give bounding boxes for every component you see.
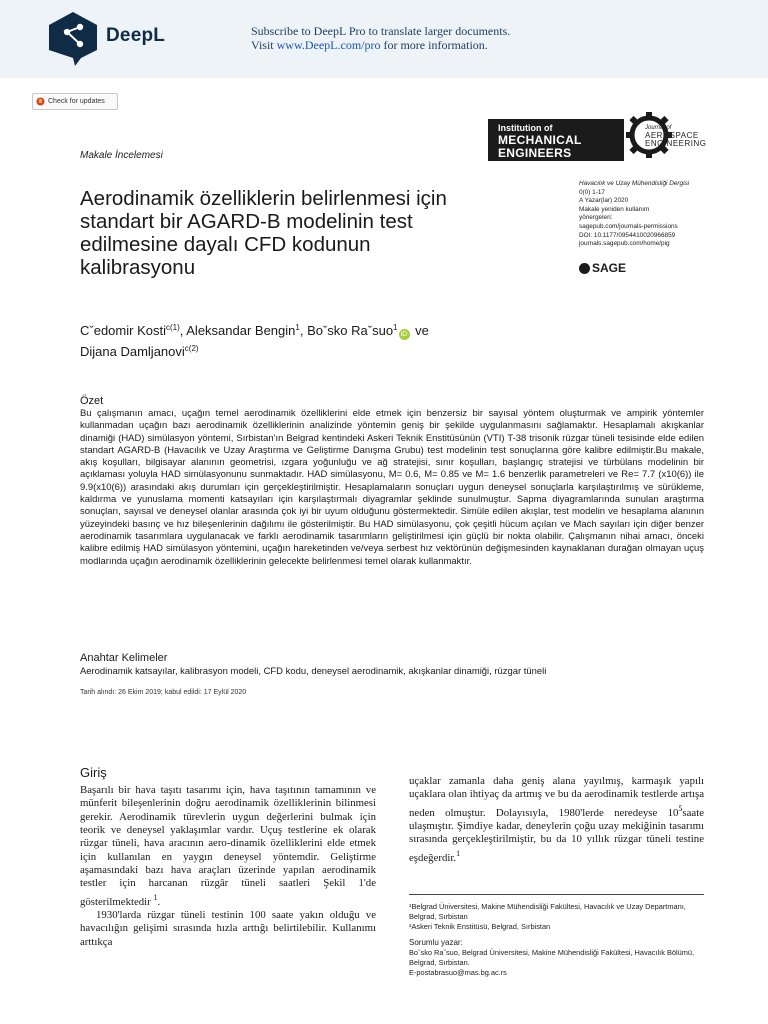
check-updates-icon [36,97,45,106]
affiliation-1: ¹Belgrad Üniversitesi, Makine Mühendisliği Fakültesi, Havacılık ve Uzay Departmanı, Belgrad, Sırbistan [409,902,686,921]
orcid-icon[interactable]: iD [399,329,410,340]
keywords-list: Aerodinamik katsayılar, kalibrasyon modeli, CFD kodu, deneysel aerodinamik, akışkanlar dinamiği, rüzgar tüneli [80,666,547,677]
author-1: Cˇedomir Kosti [80,323,166,338]
issue: 0(0) 1-17 [579,188,605,196]
permissions-link[interactable]: sagepub.com/journals-permissions [579,222,678,230]
banner-line-2-suffix: for more information. [380,38,488,52]
imeche-line-1: Institution of [498,123,553,133]
footnotes [409,902,705,978]
corresponding-email[interactable]: E-postabrasuo@mas.bg.ac.rs [409,968,507,977]
banner-line-2 [251,38,510,52]
sage-circle-icon [579,263,590,274]
author-3: , Boˇsko Raˇsuo [299,323,394,338]
author-2-affil: 1 [295,323,300,332]
corresponding-author: Boˇsko Raˇsuo, Belgrad Üniversitesi, Makine Mühendisliği Fakültesi, Havacılık Bölümü, Belgrad, Sırbistan. [409,948,695,967]
intro-paragraph-3 [409,775,704,865]
sage-logo [579,261,626,275]
keywords-heading: Anahtar Kelimeler [80,652,168,664]
deepl-brand: DeepL [106,25,166,46]
intro-paragraph-3-text-a: uçaklar zamanla daha geniş alana yayılmış, karmaşık yapılı uçaklara olan ihtiyaç da artmış ve bu da aerodinamik testlerde artışa neden olmuştur. Dolayısıyla, 1980'lerde neredeyse 10 [409,775,704,819]
banner-line-2-prefix: Visit [251,38,277,52]
imeche-line-3: ENGINEERS [498,146,572,160]
banner-line-1: Subscribe to DeepL Pro to translate larger documents. [251,24,511,38]
check-for-updates-button[interactable] [32,93,118,110]
imeche-line-2: MECHANICAL [498,133,582,147]
intro-paragraph-1-text: Başarılı bir hava taşıtı tasarımı için, hava taşıtının tamamının ve münferit bileşenlerinin doğru aerodinamik özelliklerinin bilinmesi gerekir. Aerodinamik türevlerin uygun değerlerini bulmak için teorik ve deneysel yaklaşımlar vardır. Uçuş testlerine ek olarak rüzgar tüneli, hava aracının aero-dinamik özelliklerini elde etmek için kullanılan en yaygın deneysel yöntemdir. Geliştirme aşamasındaki bazı hava araçları üzerinde yapılan aerodinamik testler için harcanan rüzgâr tüneli saatleri Şekil 1'de gösterilmektedir [80,784,376,908]
aerospace-journal-logo [645,124,707,148]
author-2: , Aleksandar Bengin [179,323,296,338]
author-4-affil: c(2) [184,344,199,353]
journal-name: Havacılık ve Uzay Mühendisliği Dergisi [579,180,690,187]
author-4: Dijana Damljanovi [80,344,185,359]
abstract-body: Bu çalışmanın amacı, uçağın temel aerodinamik özelliklerini elde etmek için benzersiz bir sayısal yöntem oluşturmak ve ampirik yöntemler kullanmadan uçağın bazı aerodinamik özelliklerinin analizinde yöntemin geniş bir şekilde uygulanmasını sağlamaktır. Hesaplamalı akışkanlar dinamiği (HAD) simülasyon yöntemi, Sırbistan'ın Belgrad kentindeki Askeri Teknik Enstitüsünün (VTI) T-38 trisonik rüzgar tüneli tesisinde elde edilen standart AGARD-B (Havacılık ve Uzay Araştırma ve Geliştirme Danışma Grubu) test modelinin test sonuçlarına göre kalibre edilmiştir.Bu makale, akış koşulları, bilgisayar alanının geometrisi, ızgara yoğunluğu ve ağ stratejisi, sınır koşulları, başlangıç stratejisi ve türbülans modelinin bir açıklaması yoluyla HAD simülasyonunu sunmaktadır. HAD simülasyonu, M= 0.6, M= 0.85 ve M= 1.6 benzerlik parametreleri ve Re= 7.7 (x10(6)) ile 9.9(x10(6)) arasındaki akış durumları için gerçekleştirilmiştir. Hesaplamaların sonuçları uygun deneysel sonuçlarla karşılaştırılmış ve sürükleme, kaldırma ve yunuslama momenti katsayıları için karşılaştırmalı diyagramlar şeklinde sunulmuştur. Sapma diyagramlarında sunulan araştırma sonuçları, sayısal ve deneysel olanlar arasında çok iyi bir uyum olduğunu göstermektedir. Simüle edilen akışlar, test modelin ve hesaplama alanının yüzeyindeki basınç ve hız bileşenlerinin dağılımı ile gösterilmiştir. Bu HAD simülasyonu, çok çeşitli hücum açıları ve Mach sayıları için diğer benzer aerodinamik tasarımlara uygulanacak ve farklı aerodinamik tasarımların geliştirilmesi için güçlü bir nokta olabilir. Çalışmanın nihai amacı, önceki kalibre edilmiş HAD simülasyon yöntemini, uçağın hareketinden ve/veya serbest hız vektörünün değişmesinden kaynaklanan durağan olmayan uçuş modlarında uçağın aerodinamik özelliklerinin gelecekte belirlenmesi temel olarak kullanmaktır. [80,408,704,567]
aero-line-3: ENGINEERING [645,139,707,148]
exponent: 5 [678,803,683,813]
banner-message [251,24,510,52]
imeche-logo [488,119,624,161]
article-meta [579,180,739,249]
intro-paragraph-3-text-b: saate ulaşmıştır. Şimdiye kadar, deneylerin çoğu uzay mekiğinin tasarımı sırasında gerçekleştirilmiştir, bu da 10 yıllık rüzgar tüneli testine eşdeğerdir. [409,806,704,864]
author-list [80,319,520,360]
deepl-pro-link[interactable]: www.DeepL.com/pro [276,38,381,52]
citation-ref[interactable]: 1 [153,892,158,902]
author-conjunction: ve [411,323,429,338]
intro-paragraph-1: Başarılı bir hava taşıtı tasarımı için, hava taşıtının tamamının ve münferit bileşenlerinin doğru aerodinamik özelliklerinin bilinmesi gerekir. Aerodinamik türevlerin uygun değerlerini bulmak için teorik ve deneysel yaklaşımlar vardır. Uçuş testlerine ek olarak rüzgar tüneli, hava aracının aero-dinamik özelliklerini elde etmek için kullanılan en yaygın deneysel yöntemdir. Geliştirme aşamasındaki bazı hava araçları üzerinde yapılan aerodinamik testler için harcanan rüzgâr tüneli saatleri Şekil 1'de gösterilmektedir $^1$. [80,784,376,908]
citation-ref[interactable]: 1 [456,848,461,858]
introduction-heading: Giriş [80,765,107,780]
affiliation-2: ²Askeri Teknik Enstitüsü, Belgrad, Sırbistan [409,922,551,931]
footnote-divider [409,894,704,895]
intro-paragraph-2: 1930'larda rüzgar tüneli testinin 100 saate yakın olduğu ve havacılığın gelişimi sırasında hızla arttığı belirtilebilir. Kullanımı arttıkça [80,909,376,948]
abstract-heading: Özet [80,395,104,407]
deepl-banner [0,0,768,78]
corresponding-author-heading: Sorumlu yazar: [409,938,463,947]
author-1-affil: c(1) [165,323,180,332]
sage-label: SAGE [592,261,627,275]
intro-right-column [409,775,704,865]
author-3-affil: 1 [393,323,398,332]
aero-line-1: Journal of [645,125,672,131]
copyright: A Yazar(lar) 2020 [579,197,629,205]
paper-title: Aerodinamik özelliklerin belirlenmesi için standart bir AGARD-B modelinin test edilmesine dayalı CFD kodunun kalibrasyonu [80,187,447,279]
intro-left-column [80,784,376,949]
journal-home-link[interactable]: journals.sagepub.com/home/pig [579,240,670,248]
article-type: Makale İncelemesi [80,150,163,161]
reuse-line-2: yönergeleri: [579,214,613,222]
aero-line-2: AEROSPACE [645,131,699,140]
received-accepted-dates: Tarih alındı: 26 Ekim 2019; kabul edildi: 17 Eylül 2020 [80,689,247,696]
deepl-logo-icon [47,10,99,68]
doi[interactable]: DOI: 10.1177/0954410020966859 [579,231,676,239]
check-for-updates-label: Check for updates [48,98,105,105]
reuse-line-1: Makale yeniden kullanım [579,205,650,213]
